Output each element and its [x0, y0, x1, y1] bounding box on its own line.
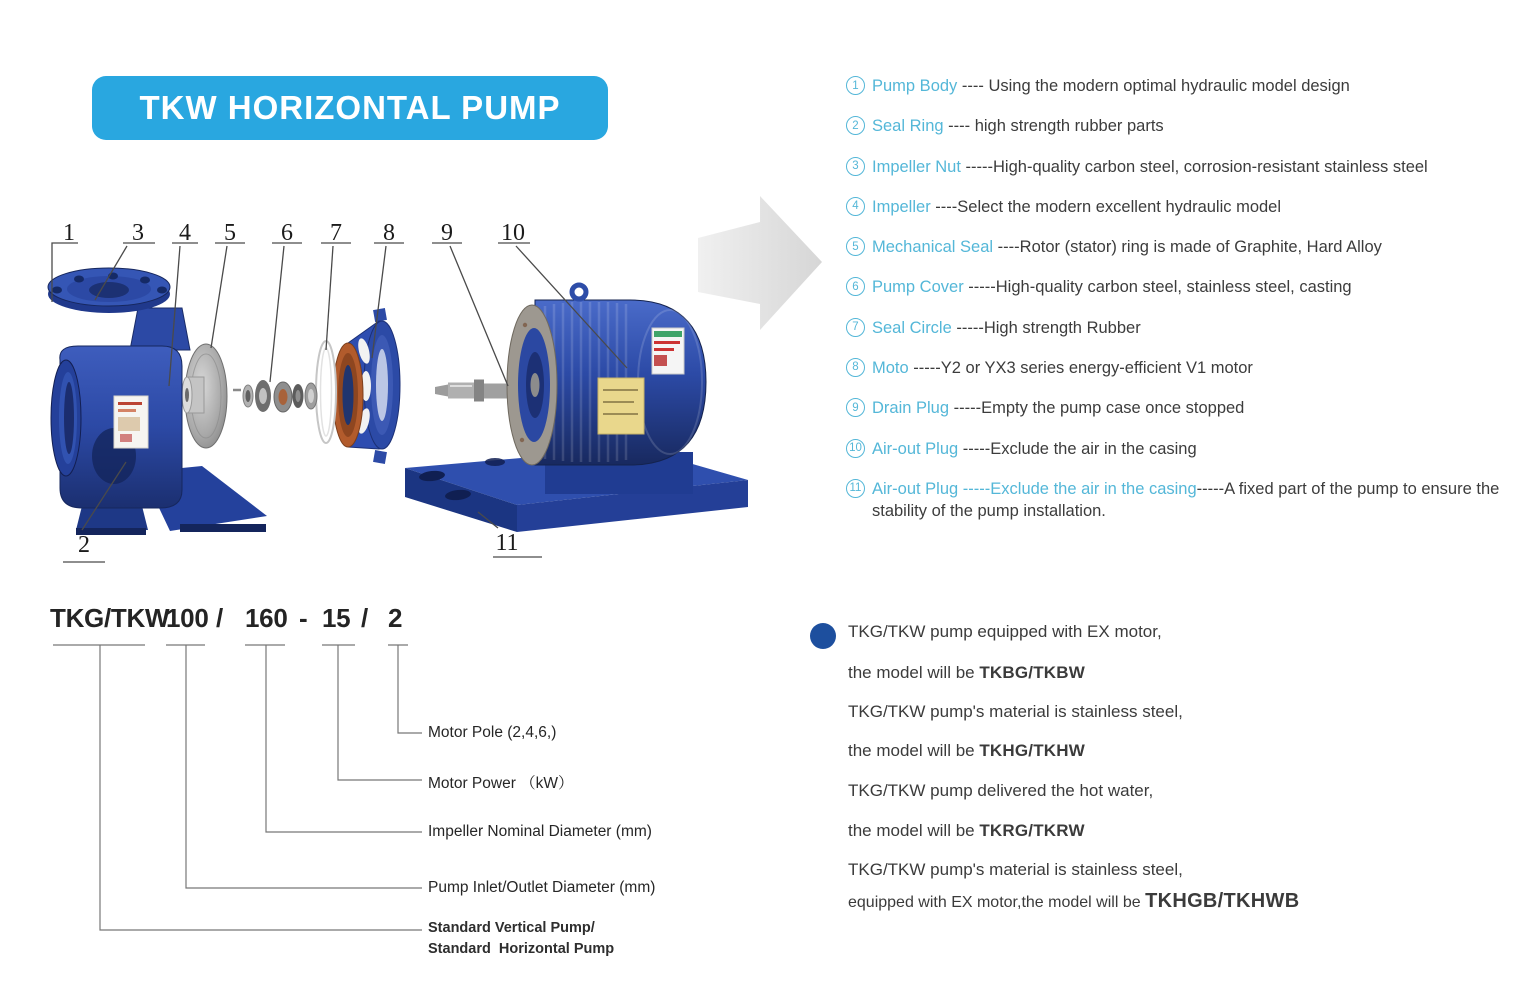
diagram-part-number: 2 [78, 532, 90, 558]
part-text [872, 478, 1501, 523]
motor-nameplate [598, 378, 644, 434]
model-segment-pole: 2 [388, 603, 403, 633]
model-label-series-1: Standard Vertical Pump/ [428, 920, 595, 936]
part-number-badge: 1 [846, 76, 865, 95]
motor-flange [507, 305, 557, 465]
part-number-badge: 4 [846, 197, 865, 216]
part-dashes: ----- [949, 399, 982, 418]
model-label-inlet: Pump Inlet/Outlet Diameter (mm) [428, 879, 656, 896]
part-dashes: ---- [930, 197, 958, 216]
part-name: Pump Body [872, 77, 958, 95]
diagram-part-number: 3 [132, 220, 144, 246]
model-segment-power: 15 [322, 603, 351, 633]
model-label-power: Motor Power （kW） [428, 775, 574, 792]
note-line: TKG/TKW pump equipped with EX motor, [848, 622, 1162, 641]
part-desc: Y2 or YX3 series energy-efficient V1 motor [940, 358, 1253, 377]
part-name: Impeller [872, 197, 931, 216]
part-dashes: ----- [951, 318, 984, 337]
parts-list-item [846, 236, 1501, 258]
parts-list [846, 75, 1501, 541]
part-text [872, 156, 1428, 178]
part-desc-highlight: Exclude the air in the casing [990, 479, 1197, 498]
part-number-badge: 7 [846, 318, 865, 337]
parts-list-item [846, 196, 1501, 218]
part-dashes: ----- [958, 479, 991, 498]
parts-list-item [846, 438, 1501, 460]
diagram-part-number: 11 [495, 530, 519, 556]
diagram-part-number: 8 [383, 220, 395, 246]
diagram-part-number: 4 [179, 220, 191, 246]
part-desc: High-quality carbon steel, stainless steel, casting [995, 278, 1352, 297]
parts-list-item [846, 115, 1501, 137]
part-dashes: ----- [908, 358, 941, 377]
part-dashes: ---- [993, 238, 1020, 257]
note-text: the model will be [848, 663, 980, 682]
mechanical-seal-illustration [233, 380, 317, 412]
part-name: Air-out Plug [872, 479, 959, 498]
bullet-dot [810, 623, 836, 649]
diagram-part-number: 5 [224, 220, 236, 246]
note-text: the model will be [848, 741, 980, 760]
part-desc: -----A fixed part of the pump to ensure the stability of the pump installation. [872, 479, 1500, 521]
model-code-tree-lines [0, 590, 760, 990]
part-dashes: ----- [960, 157, 994, 176]
diagram-part-number: 7 [330, 220, 342, 246]
note-text: equipped with EX motor,the model will be [848, 894, 1146, 911]
model-name: TKHGB/TKHWB [1145, 890, 1300, 912]
part-desc: Select the modern excellent hydraulic model [957, 197, 1282, 216]
title-banner [92, 76, 608, 140]
pump-cover-illustration [333, 308, 400, 464]
part-dashes: ----- [963, 278, 996, 297]
model-label-series-2: Standard Horizontal Pump [428, 941, 615, 957]
part-number-badge: 3 [846, 157, 865, 176]
parts-list-item [846, 397, 1501, 419]
note-line [848, 890, 1299, 913]
impeller-illustration [182, 344, 227, 448]
parts-list-item [846, 156, 1501, 178]
model-segment-slash: / [216, 603, 223, 633]
part-name: Impeller Nut [872, 157, 961, 176]
part-number-badge: 10 [846, 439, 865, 458]
model-name: TKRG/TKRW [979, 821, 1085, 840]
part-text [872, 438, 1197, 460]
part-text [872, 115, 1164, 137]
part-desc: High strength Rubber [983, 318, 1141, 337]
lifting-eye [572, 285, 586, 299]
part-number-badge: 2 [846, 116, 865, 135]
model-label-impeller: Impeller Nominal Diameter (mm) [428, 823, 652, 840]
note-line [848, 821, 1085, 841]
note-line [848, 663, 1085, 683]
part-dashes: ---- [943, 117, 975, 136]
part-name: Seal Ring [872, 117, 944, 136]
part-name: Seal Circle [872, 318, 952, 337]
gasket-ring [333, 343, 363, 447]
model-segment-series: TKG/TKW [50, 603, 170, 633]
part-text [872, 196, 1281, 218]
part-number-badge: 11 [846, 479, 865, 498]
diagram-part-number: 9 [441, 220, 453, 246]
part-text [872, 357, 1253, 379]
shaft-illustration [435, 380, 508, 402]
parts-list-item [846, 317, 1501, 339]
note-line: TKG/TKW pump's material is stainless steel, [848, 702, 1183, 721]
part-dashes: ----- [958, 439, 991, 458]
part-text [872, 276, 1352, 298]
part-name: Pump Cover [872, 278, 964, 297]
part-desc: Exclude the air in the casing [990, 439, 1197, 458]
parts-list-item [846, 276, 1501, 298]
model-segment-impeller: 160 [245, 603, 288, 633]
note-line: TKG/TKW pump delivered the hot water, [848, 781, 1154, 800]
part-text [872, 236, 1382, 258]
parts-list-item [846, 478, 1501, 523]
part-number-badge: 8 [846, 358, 865, 377]
parts-list-item [846, 357, 1501, 379]
part-number-badge: 6 [846, 277, 865, 296]
model-name: TKHG/TKHW [979, 741, 1086, 760]
diagram-part-number: 6 [281, 220, 293, 246]
diagram-part-number: 10 [501, 220, 525, 246]
part-text [872, 317, 1141, 339]
motor-illustration [435, 285, 706, 465]
part-dashes: ---- [957, 77, 989, 95]
model-segment-hyphen: - [299, 603, 308, 633]
page-title: TKW HORIZONTAL PUMP [139, 89, 561, 126]
part-desc: Using the modern optimal hydraulic model design [988, 77, 1350, 95]
diagram-part-number: 1 [63, 220, 75, 246]
part-desc: high strength rubber parts [974, 117, 1164, 136]
pump-body-label [114, 396, 148, 448]
part-text [872, 75, 1350, 97]
note-line [848, 741, 1085, 761]
exploded-diagram [30, 190, 840, 590]
part-text [872, 397, 1244, 419]
model-label-pole: Motor Pole (2,4,6,) [428, 724, 557, 741]
note-text: the model will be [848, 821, 980, 840]
model-segment-inlet: 100 [166, 603, 209, 633]
model-segment-slash: / [361, 603, 368, 633]
part-desc: High-quality carbon steel, corrosion-resistant stainless steel [993, 157, 1428, 176]
motor-label [652, 328, 684, 374]
note-line: TKG/TKW pump's material is stainless steel, [848, 860, 1183, 879]
part-name: Air-out Plug [872, 439, 959, 458]
model-name: TKBG/TKBW [979, 663, 1086, 682]
arrow-right-icon [698, 196, 822, 330]
parts-list-item [846, 75, 1501, 97]
part-desc: Empty the pump case once stopped [981, 399, 1245, 418]
part-name: Moto [872, 358, 909, 377]
part-name: Mechanical Seal [872, 238, 994, 257]
part-number-badge: 5 [846, 237, 865, 256]
part-name: Drain Plug [872, 399, 950, 418]
pump-body-illustration [48, 268, 267, 535]
part-number-badge: 9 [846, 398, 865, 417]
seal-circle-illustration [316, 341, 336, 443]
part-desc: Rotor (stator) ring is made of Graphite, Hard Alloy [1019, 238, 1382, 257]
top-flange [48, 268, 170, 313]
suction-flange [51, 360, 81, 476]
